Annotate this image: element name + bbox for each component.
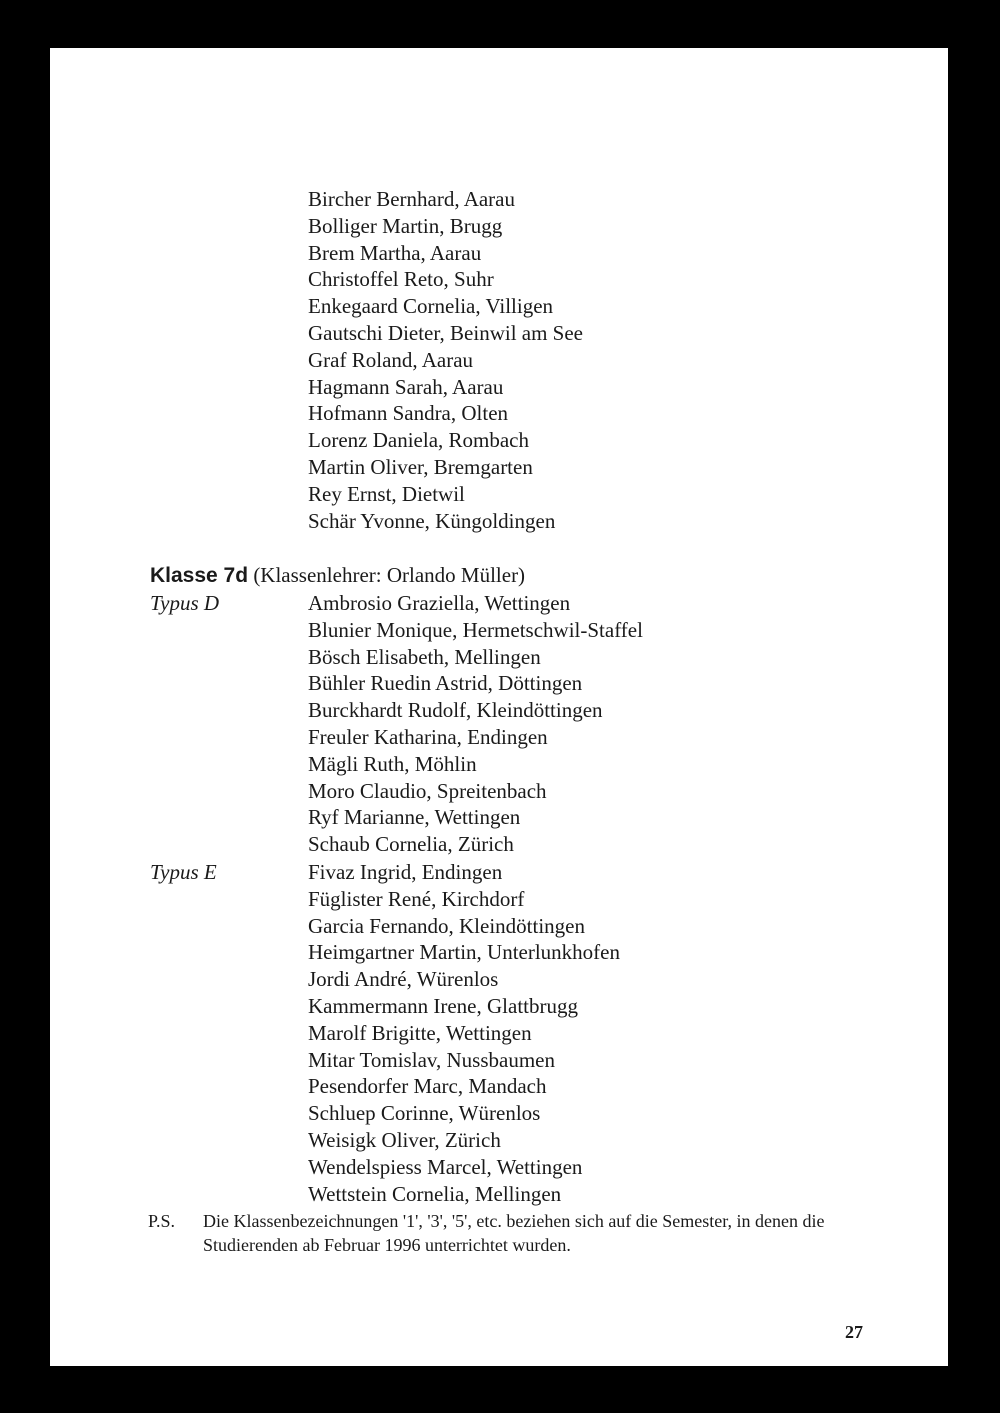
student-entry: Wendelspiess Marcel, Wettingen <box>308 1154 583 1179</box>
student-entry: Schaub Cornelia, Zürich <box>308 832 514 857</box>
document-page <box>50 48 948 1366</box>
student-entry: Kammermann Irene, Glattbrugg <box>308 993 578 1018</box>
typus-d-label: Typus D <box>150 591 220 615</box>
typus-e-label: Typus E <box>150 860 217 884</box>
student-list-top <box>308 186 583 534</box>
student-entry: Fivaz Ingrid, Endingen <box>308 860 503 884</box>
student-entry: Graf Roland, Aarau <box>308 347 474 372</box>
postscript-label: P.S. <box>148 1211 176 1231</box>
student-entry: Brem Martha, Aarau <box>308 240 482 265</box>
student-entry: Christoffel Reto, Suhr <box>308 267 494 292</box>
student-entry: Enkegaard Cornelia, Villigen <box>308 294 554 319</box>
student-entry: Schär Yvonne, Küngoldingen <box>308 508 556 533</box>
student-entry: Wettstein Cornelia, Mellingen <box>308 1181 562 1206</box>
student-entry: Martin Oliver, Bremgarten <box>308 454 533 479</box>
student-entry: Weisigk Oliver, Zürich <box>308 1127 501 1152</box>
student-entry: Rey Ernst, Dietwil <box>308 481 465 506</box>
student-entry: Bircher Bernhard, Aarau <box>308 187 515 211</box>
student-entry: Mitar Tomislav, Nussbaumen <box>308 1047 556 1072</box>
student-entry: Burckhardt Rudolf, Kleindöttingen <box>308 698 603 723</box>
student-entry: Füglister René, Kirchdorf <box>308 886 525 911</box>
student-list-typus-d <box>308 590 643 858</box>
class-name: Klasse 7d <box>150 564 249 587</box>
student-entry: Moro Claudio, Spreitenbach <box>308 778 547 803</box>
postscript-text: Die Klassenbezeichnungen '1', '3', '5', etc. beziehen sich auf die Semester, in denen die Studierenden ab Februar 1996 unterrichtet wurden. <box>203 1211 825 1255</box>
student-entry: Jordi André, Würenlos <box>308 967 499 992</box>
student-entry: Freuler Katharina, Endingen <box>308 724 548 749</box>
student-entry: Bühler Ruedin Astrid, Döttingen <box>308 671 583 696</box>
student-entry: Heimgartner Martin, Unterlunkhofen <box>308 940 620 965</box>
student-entry: Hagmann Sarah, Aarau <box>308 374 504 399</box>
student-entry: Blunier Monique, Hermetschwil-Staffel <box>308 617 643 642</box>
student-entry: Ambrosio Graziella, Wettingen <box>308 591 571 615</box>
class-heading <box>150 562 525 589</box>
student-entry: Mägli Ruth, Möhlin <box>308 751 477 776</box>
student-list-typus-e <box>308 859 620 1207</box>
student-entry: Hofmann Sandra, Olten <box>308 401 509 426</box>
student-entry: Bösch Elisabeth, Mellingen <box>308 644 541 669</box>
student-entry: Garcia Fernando, Kleindöttingen <box>308 913 585 938</box>
student-entry: Lorenz Daniela, Rombach <box>308 428 529 453</box>
student-entry: Bolliger Martin, Brugg <box>308 213 503 238</box>
class-teacher: (Klassenlehrer: Orlando Müller) <box>253 563 526 587</box>
student-entry: Ryf Marianne, Wettingen <box>308 805 521 830</box>
student-entry: Marolf Brigitte, Wettingen <box>308 1020 532 1045</box>
student-entry: Pesendorfer Marc, Mandach <box>308 1074 547 1099</box>
page-number: 27 <box>845 1322 863 1342</box>
student-entry: Schluep Corinne, Würenlos <box>308 1101 541 1126</box>
student-entry: Gautschi Dieter, Beinwil am See <box>308 320 583 345</box>
